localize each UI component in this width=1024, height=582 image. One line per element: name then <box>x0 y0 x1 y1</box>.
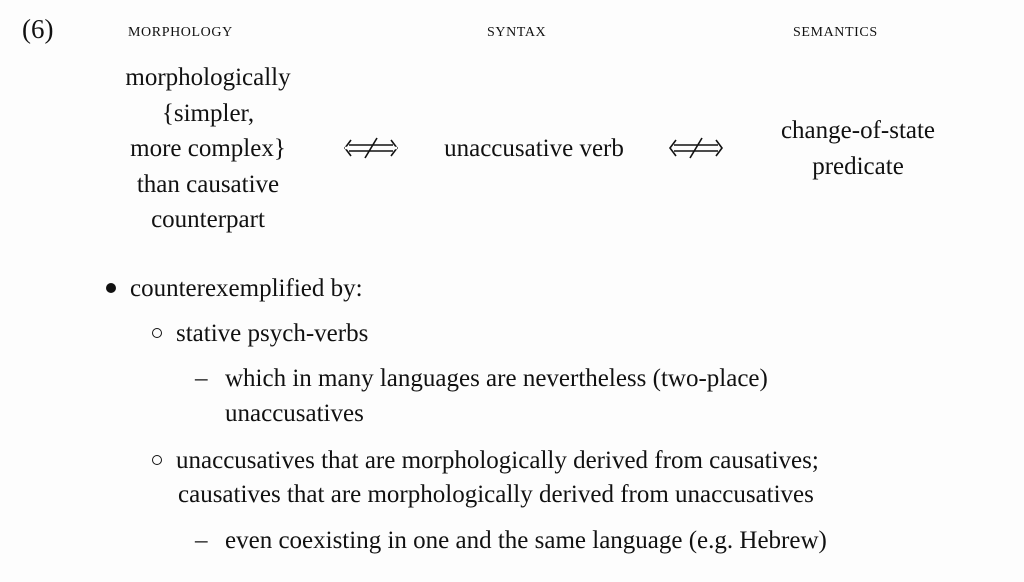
dash-item-1-line: unaccusatives <box>225 400 364 427</box>
dash-glyph: – <box>195 527 208 554</box>
bullet-sub2 <box>152 447 819 475</box>
bullet-circle-icon <box>152 455 162 465</box>
not-equivalent-arrow-icon <box>343 136 399 160</box>
dash-glyph: – <box>195 365 208 392</box>
semantics-line: predicate <box>812 152 904 180</box>
dash-item-2 <box>195 527 827 555</box>
header-syntax: syntax <box>487 19 547 41</box>
semantics-line: change-of-state <box>780 117 936 144</box>
bullet-circle-icon <box>152 328 162 338</box>
bullet-sub2-line: causatives that are morphologically derived from unaccusatives <box>178 481 814 508</box>
semantics-column <box>752 113 964 184</box>
header-morphology: morphology <box>128 19 233 41</box>
bullet-sub1-text: stative psych-verbs <box>176 320 369 347</box>
morphology-line: {simpler, <box>161 99 255 127</box>
bullet-sub2-line: unaccusatives that are morphologically derived from causatives; <box>176 447 819 474</box>
not-equivalent-arrow-icon <box>668 136 724 160</box>
bullet-main-text: counterexemplified by: <box>130 275 363 302</box>
morphology-line: more complex} <box>130 135 286 162</box>
morphology-column <box>98 60 318 238</box>
dash-item-1-cont <box>225 400 364 428</box>
bullet-sub1 <box>152 320 368 348</box>
bullet-dot-icon <box>106 283 116 293</box>
dash-item-2-text: even coexisting in one and the same language (e.g. Hebrew) <box>225 527 827 554</box>
bullet-main <box>106 275 363 303</box>
morphology-line: than causative <box>136 170 280 198</box>
syntax-column: unaccusative verb <box>444 135 624 162</box>
bullet-sub2-cont <box>178 481 814 509</box>
morphology-line: counterpart <box>151 206 265 233</box>
header-semantics: semantics <box>793 19 878 41</box>
dash-item-1-line: which in many languages are nevertheless (two-place) <box>225 365 768 392</box>
example-number: (6) <box>22 14 54 44</box>
morphology-line: morphologically <box>125 64 291 91</box>
dash-item-1 <box>195 365 768 393</box>
